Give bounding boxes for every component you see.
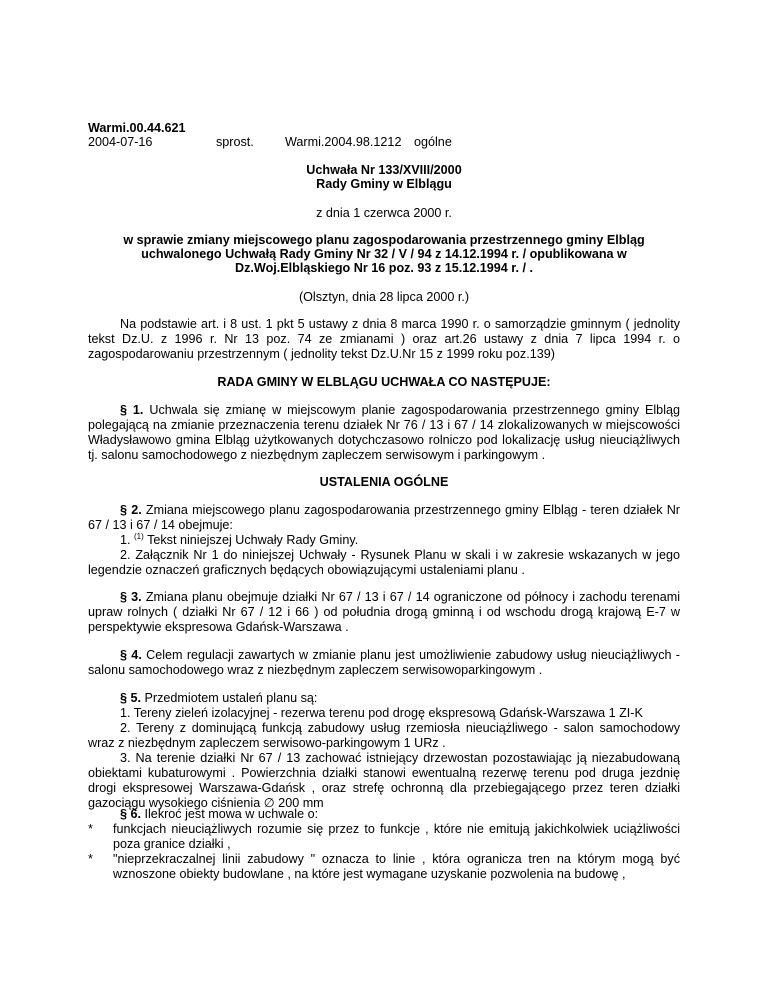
section-2-item-2: 2. Załącznik Nr 1 do niniejszej Uchwały - Rysunek Planu w skali i w zakresie wskazanych w jego legendzie oznaczeń graficznych będących obowiązującymi ustaleniami planu . — [88, 548, 680, 577]
section-5-text: Przedmiotem ustaleń planu są: — [141, 691, 318, 705]
resolution-number: Uchwała Nr 133/XVIII/2000 — [306, 163, 462, 177]
preamble: Na podstawie art. i 8 ust. 1 pkt 5 ustawy z dnia 8 marca 1990 r. o samorządzie gminnym ( jednolity tekst Dz.U. z 1996 r. Nr 13 poz. 74 ze zmianami ) oraz art.26 ustawy z dnia 7 lipca 1994 r. o zagospodarowaniu przestrzennym ( jednolity tekst Dz.U.Nr 15 z 1999 roku poz.139) — [88, 317, 680, 361]
section-2-label: § 2. — [120, 503, 142, 517]
section-1-label: § 1. — [120, 403, 144, 417]
resolution-date: z dnia 1 czerwca 2000 r. — [316, 206, 452, 220]
section-6-text: Ilekroć jest mowa w uchwale o: — [141, 807, 319, 821]
section-4 — [88, 648, 680, 678]
document-type: sprost. — [216, 135, 254, 149]
section-2-intro — [88, 503, 680, 533]
definition-item — [88, 852, 680, 882]
definition-item — [88, 822, 680, 852]
section-5-item-3: 3. Na terenie działki Nr 67 / 13 zachować istniejący drzewostan pozostawiając ją niezabudowaną obiektami kubaturowymi . Powierzchnia działki stanowi ewentualną rezerwę terenu pod druga jezdnię drogi ekspresowej Warszawa-Gdańsk , oraz strefę ochronną dla przebiegającego przez teren działki gazociągu wysokiego ciśnienia ∅ 200 mm — [88, 751, 680, 810]
section-2-item-1-num: 1. — [120, 533, 131, 547]
definition-text: "nieprzekraczalnej linii zabudowy " oznacza to linie , która ogranicza tren na którym mogą być wznoszone obiekty budowlane , na które jest wymagane uzyskanie pozwolenia na budowę , — [113, 852, 680, 881]
section-3-text: Zmiana planu obejmuje działki Nr 67 / 13 i 67 / 14 ograniczone od północy i zachodu terenami upraw rolnych ( działki Nr 67 / 12 i 66 ) od południa drogą gminną i od wschodu drogą krajową E-7 w perspektywie ekspresowa Gdańsk-Warszawa . — [88, 590, 680, 634]
section-3-label: § 3. — [120, 590, 142, 604]
general-heading: USTALENIA OGÓLNE — [319, 475, 449, 489]
definition-text: funkcjach nieuciążliwych rozumie się przez to funkcje , które nie emitują jakichkolwiek uciążliwości poza granice działki , — [113, 822, 680, 851]
document-date: 2004-07-16 — [88, 135, 153, 149]
section-2-item-1 — [88, 533, 680, 548]
document-id: Warmi.00.44.621 — [88, 121, 186, 135]
document-ref: Warmi.2004.98.1212 — [285, 135, 402, 149]
section-5-item-1: 1. Tereny zieleń izolacyjnej - rezerwa terenu pod drogę ekspresową Gdańsk-Warszawa 1 ZI-K — [120, 706, 643, 720]
section-2-item-1-text: Tekst niniejszej Uchwały Rady Gminy. — [143, 533, 359, 547]
footnote-marker: (1) — [134, 531, 144, 541]
section-6-intro — [88, 807, 680, 822]
bullet-star: * — [88, 852, 93, 866]
bullet-star: * — [88, 822, 93, 836]
section-5-label: § 5. — [120, 691, 142, 705]
section-5-item-2: 2. Tereny z dominującą funkcją zabudowy usług rzemiosła nieuciążliwego - salon samochodowy wraz z niezbędnym zapleczem serwisowo-parkingowym 1 URz . — [88, 721, 680, 750]
subject-line-1: w sprawie zmiany miejscowego planu zagospodarowania przestrzennego gminy Elbląg — [123, 233, 645, 247]
resolution-heading: RADA GMINY W ELBLĄGU UCHWAŁA CO NASTĘPUJE: — [217, 375, 551, 389]
section-2 — [88, 503, 680, 578]
section-1-text: Uchwala się zmianę w miejscowym planie zagospodarowania przestrzennego gminy Elbląg polegającą na zmianie przeznaczenia terenu działek Nr 76 / 13 i 67 / 14 zlokalizowanych w miejscowości Władysławowo gmina Elbląg użytkowanych dotychczasowo rolniczo pod lokalizację usług nieuciążliwych tj. salonu samochodowego z niezbędnym zapleczem serwisowym i parkingowym . — [88, 403, 680, 462]
section-6 — [88, 807, 680, 882]
section-6-label: § 6. — [120, 807, 142, 821]
council-name: Rady Gminy w Elblągu — [316, 177, 452, 191]
section-1 — [88, 403, 680, 463]
subject-line-3: Dz.Woj.Elbląskiego Nr 16 poz. 93 z 15.12.1994 r. / . — [235, 261, 533, 275]
section-2-text: Zmiana miejscowego planu zagospodarowania przestrzennego gminy Elbląg - teren działek Nr 67 / 13 i 67 / 14 obejmuje: — [88, 503, 680, 532]
document-scope: ogólne — [414, 135, 452, 149]
subject-line-2: uchwalonego Uchwałą Rady Gminy Nr 32 / V / 94 z 14.12.1994 r. / opublikowana w — [141, 247, 627, 261]
section-4-text: Celem regulacji zawartych w zmianie planu jest umożliwienie zabudowy usług nieuciążliwych - salonu samochodowego wraz z niezbędnym zapleczem serwisowoparkingowym . — [88, 648, 680, 677]
publication-note: (Olsztyn, dnia 28 lipca 2000 r.) — [298, 290, 470, 304]
section-4-label: § 4. — [120, 648, 142, 662]
section-5-intro — [88, 691, 680, 706]
section-5 — [88, 691, 680, 811]
section-3 — [88, 590, 680, 635]
